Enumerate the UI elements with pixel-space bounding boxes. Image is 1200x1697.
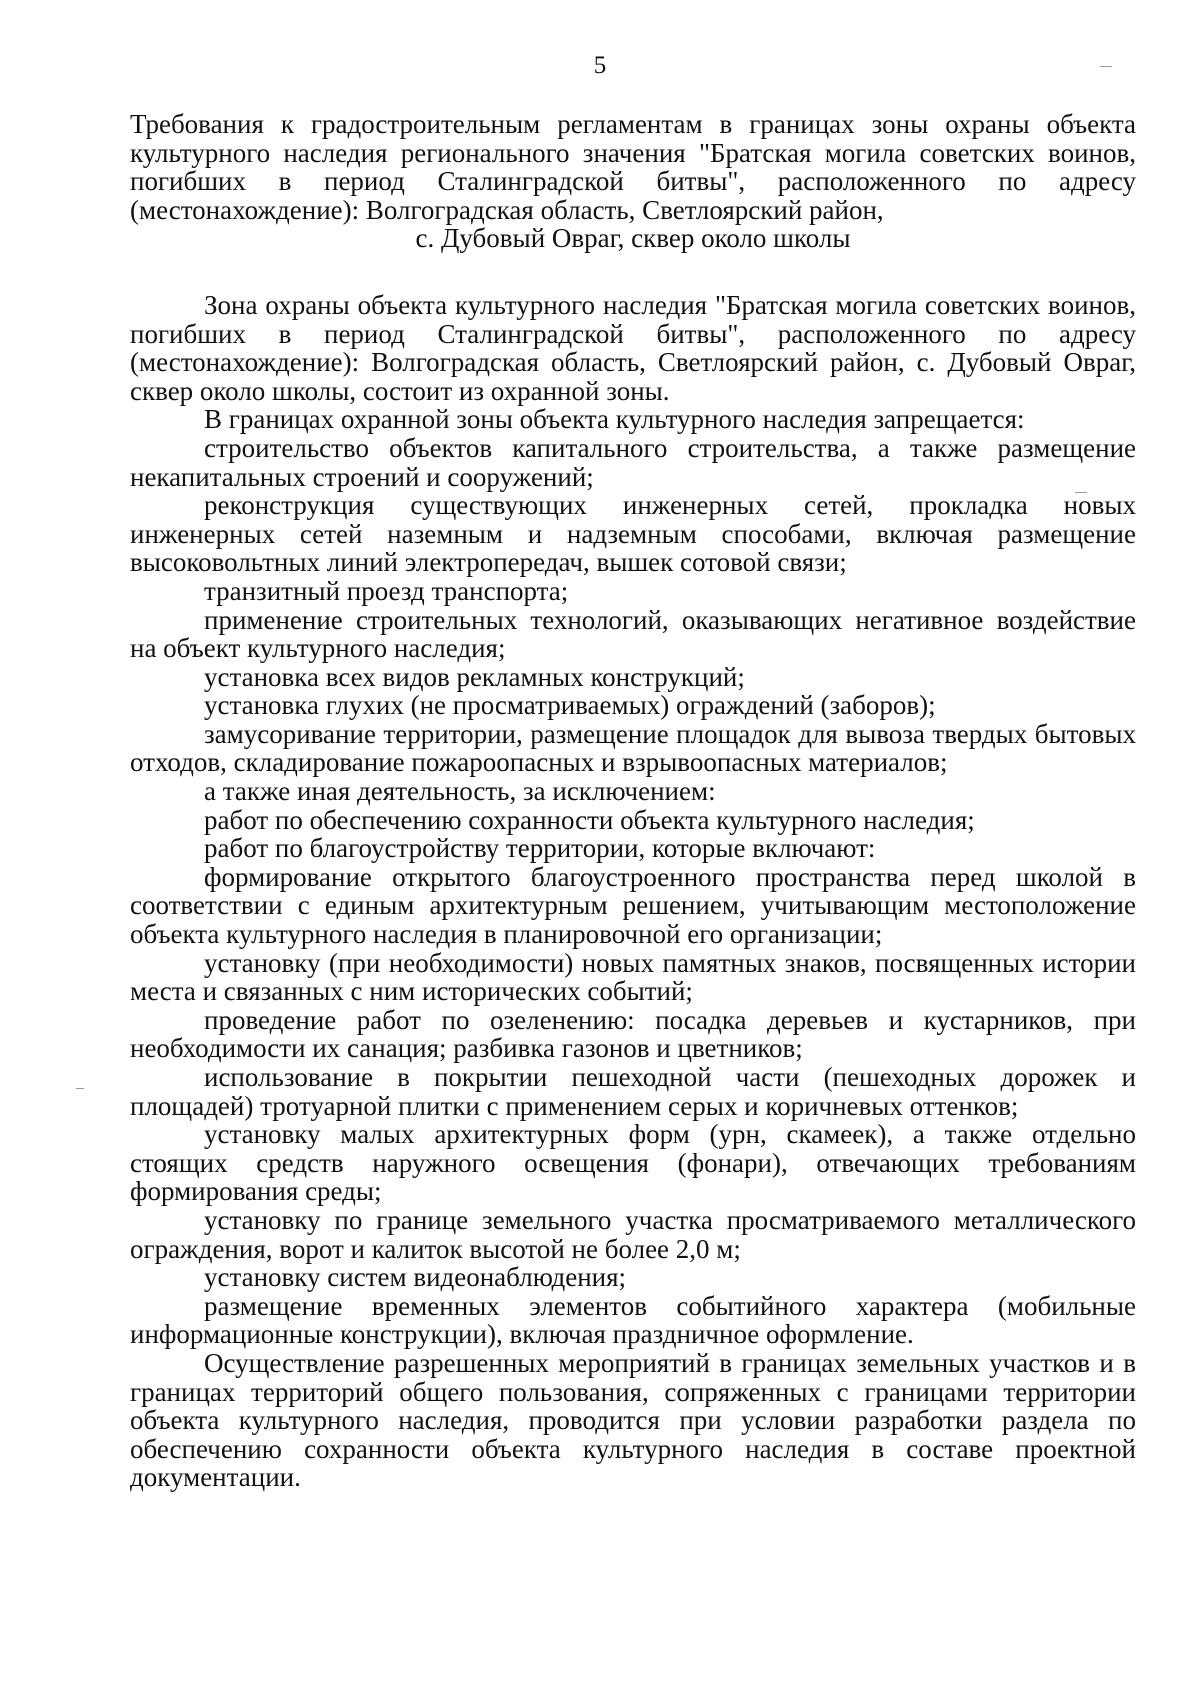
list-item: использование в покрытии пешеходной части (пешеходных дорожек и площадей) тротуарной плитки с применением серых и коричневых оттенков; [130,1062,1136,1121]
heading-last-line: с. Дубовый Овраг, сквер около школы [415,223,851,254]
list-item: реконструкция существующих инженерных сетей, прокладка новых инженерных сетей наземным и надземным способами, включая размещение высоковольтных линий электропередач, вышек сотовой связи; [130,490,1136,578]
paragraph: В границах охранной зоны объекта культурного наследия запрещается: [204,404,1025,435]
paragraph: Зона охраны объекта культурного наследия "Братская могила советских воинов, погибших в период Сталинградской битвы", расположенного по адресу (местонахождение): Волгоградская область, Светлоярский район, с. Дубовый Овраг, сквер около школы, состоит из охранной зоны. [130,289,1136,406]
heading-text: Требования к градостроительным регламентам в границах зоны охраны объекта культурного наследия регионального значения "Братская могила советских воинов, погибших в период Сталинградской битвы", расположенного по адресу (местонахождение): Волгоградская область, Светлоярский район, [130,109,1136,225]
list-item: строительство объектов капитального строительства, а также размещение некапитальных строений и сооружений; [130,432,1136,492]
page-number: 5 [593,52,607,79]
list-item: транзитный проезд транспорта; [204,575,569,606]
list-item: формирование открытого благоустроенного пространства перед школой в соответствии с единым архитектурным решением, учитывающим местоположение объекта культурного наследия в планировочной его организации; [130,861,1136,950]
list-item: замусоривание территории, размещение площадок для вывоза твердых бытовых отходов, складирование пожароопасных и взрывоопасных материалов; [130,718,1136,778]
list-item: установка глухих (не просматриваемых) ограждений (заборов); [204,690,936,721]
document-heading [130,110,1136,253]
scan-artifact [76,1088,84,1089]
list-item: установку (при необходимости) новых памятных знаков, посвященных истории места и связанных с ним исторических событий; [130,947,1136,1007]
list-item: установку систем видеонаблюдения; [204,1262,627,1293]
list-item: установка всех видов рекламных конструкций; [204,661,745,692]
document-content [130,110,1136,1492]
list-item: применение строительных технологий, оказывающих негативное воздействие на объект культурного наследия; [130,604,1136,664]
list-item: размещение временных элементов событийного характера (мобильные информационные конструкции), включая праздничное оформление. [130,1290,1136,1350]
list-item: проведение работ по озеленению: посадка деревьев и кустарников, при необходимости их санация; разбивка газонов и цветников; [130,1004,1136,1064]
list-item: установку по границе земельного участка просматриваемого металлического ограждения, ворот и калиток высотой не более 2,0 м; [130,1204,1136,1264]
list-item: установку малых архитектурных форм (урн, скамеек), а также отдельно стоящих средств наружного освещения (фонари), отвечающих требованиям формирования среды; [130,1119,1136,1207]
list-item: а также иная деятельность, за исключением: [204,776,716,807]
list-item: работ по благоустройству территории, которые включают: [204,833,876,864]
list-item: работ по обеспечению сохранности объекта культурного наследия; [204,804,975,835]
scan-artifact [1100,66,1112,67]
paragraph: Осуществление разрешенных мероприятий в границах земельных участков и в границах территорий общего пользования, сопряженных с границами территории объекта культурного наследия, проводится при условии разработки раздела по обеспечению сохранности объекта культурного наследия в составе проектной документации. [130,1347,1136,1493]
document-body [130,291,1136,1492]
